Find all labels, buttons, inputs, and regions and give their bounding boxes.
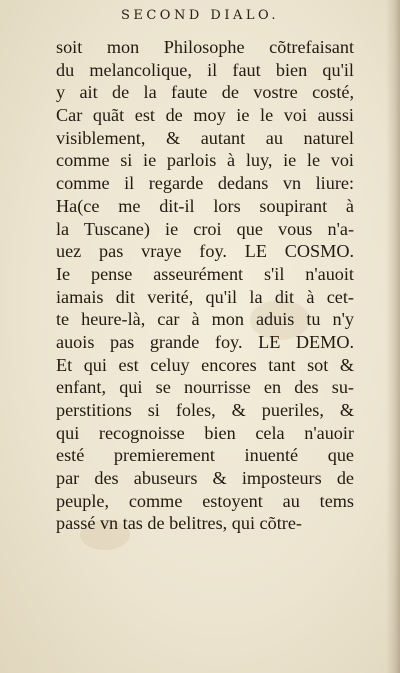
text-line: uez pas vraye foy. LE COSMO.	[56, 241, 354, 262]
text-line: Et qui est celuy encores tant sot &	[56, 354, 354, 375]
text-line: la Tuscane) ie croi que vous n'a-	[56, 218, 354, 239]
text-line: esté premierement inuenté que	[56, 445, 354, 466]
page-gutter-shadow	[386, 0, 400, 673]
running-head: SECOND DIALO.	[120, 8, 280, 23]
text-line: soit mon Philosophe cõtrefaisant	[56, 37, 354, 57]
text-line: y ait de la faute de vostre costé,	[56, 82, 354, 103]
text-line: enfant, qui se nourrisse en des su-	[56, 377, 354, 398]
text-line: visiblement, & autant au naturel	[56, 127, 354, 148]
text-line: comme il regarde dedans vn liure:	[56, 173, 354, 194]
text-line: par des abuseurs & imposteurs de	[56, 468, 354, 489]
text-line: Ie pense asseurément s'il n'auoit	[56, 263, 354, 284]
text-line: passé vn tas de belitres, qui cõtre-	[56, 513, 302, 534]
text-line: Ha(ce me dit-il lors soupirant à	[56, 195, 354, 216]
text-line: iamais dit verité, qu'il la dit à cet-	[56, 286, 354, 307]
body-text	[56, 36, 354, 535]
text-line: du melancolique, il faut bien qu'il	[56, 59, 354, 80]
text-line: perstitions si foles, & pueriles, &	[56, 400, 354, 420]
text-line: te heure-là, car à mon aduis tu n'y	[56, 309, 354, 330]
text-line: auois pas grande foy. LE DEMO.	[56, 331, 354, 352]
text-line: comme si ie parlois à luy, ie le voi	[56, 150, 354, 171]
text-line: Car quãt est de moy ie le voi aussi	[56, 105, 354, 126]
text-line: peuple, comme estoyent au tems	[56, 490, 354, 511]
text-line: qui recognoisse bien cela n'auoir	[56, 422, 354, 443]
